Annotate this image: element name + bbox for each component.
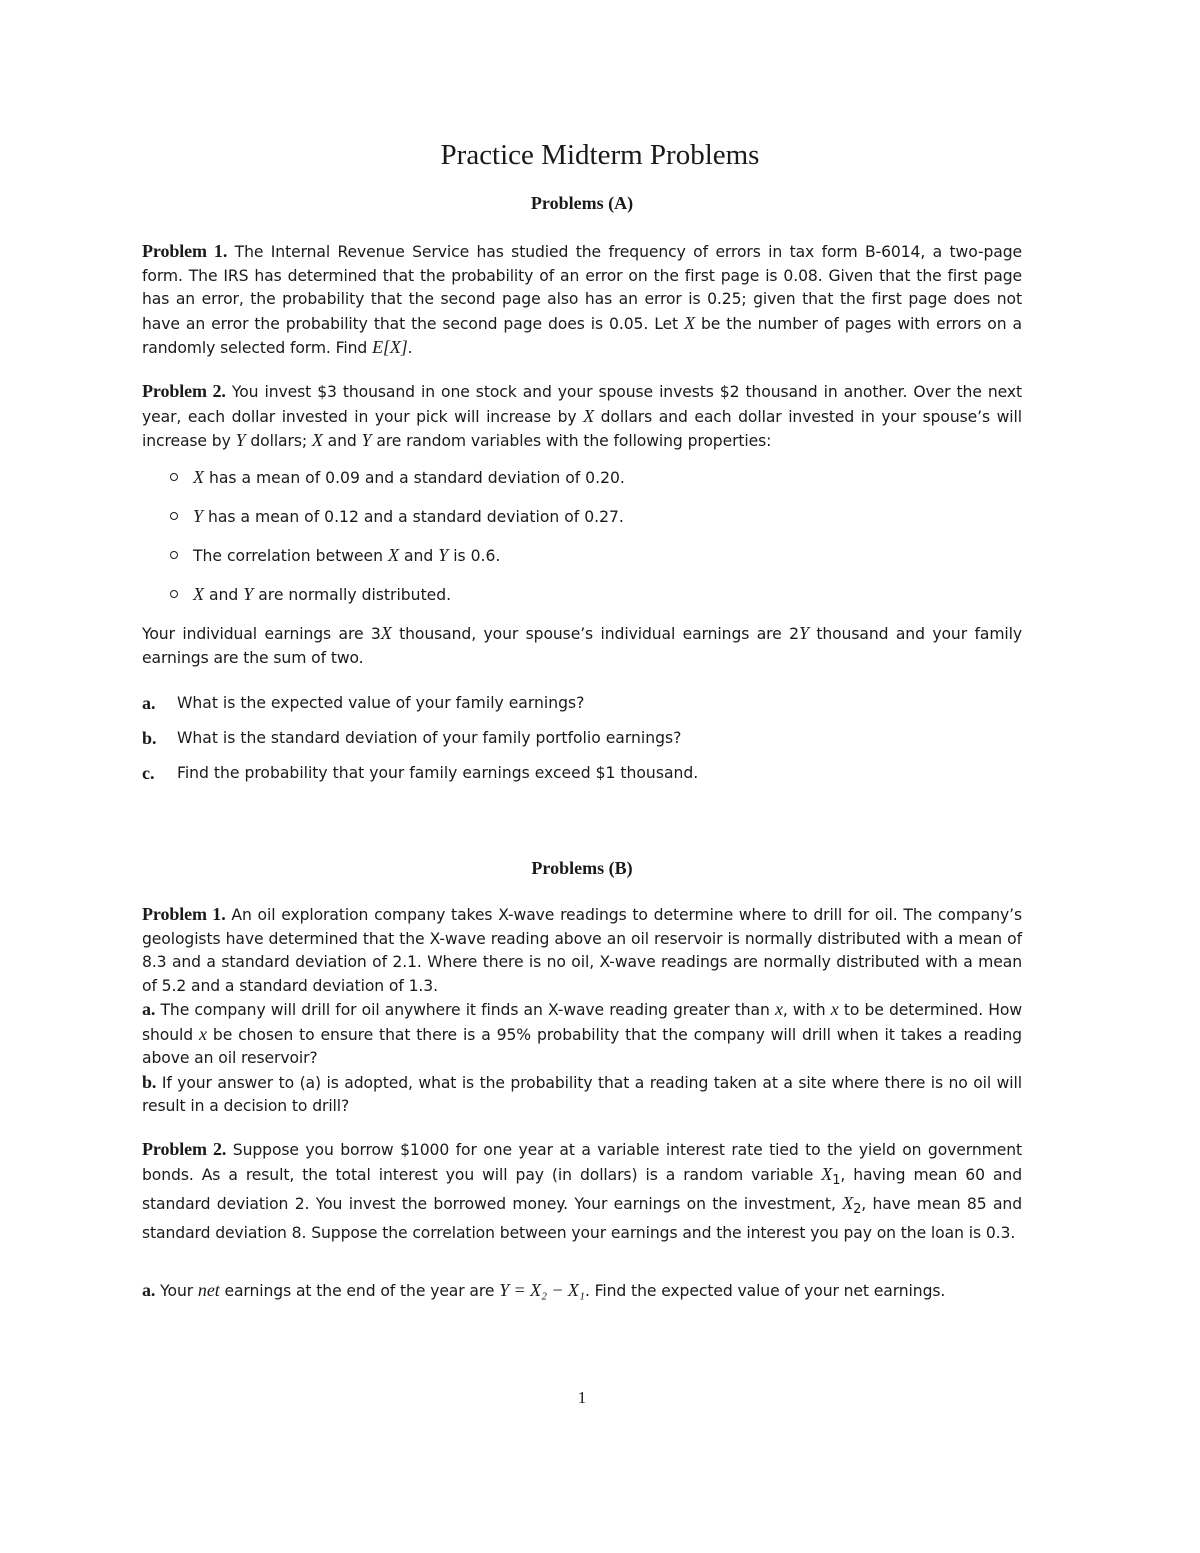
problem-a2-var-y: Y — [235, 430, 246, 450]
problem-a2-var-y2: Y — [361, 430, 372, 450]
problem-a1-text-2: be the number of pages with errors on a randomly selected form. Find — [142, 314, 1023, 357]
circle-bullet-icon — [170, 473, 178, 481]
circle-bullet-icon — [170, 551, 178, 559]
list-item: The correlation between X and Y is 0.6. — [170, 544, 1010, 583]
section-a-heading: Problems (A) — [530, 193, 634, 213]
problem-a2-text-3: dollars; — [245, 432, 312, 450]
problem-a2-text-2: dollars and each dollar invested in your spouse’s will increase by — [142, 407, 1022, 450]
problem-b1: Problem 1. An oil exploration company takes X-wave readings to determine where to drill for oil. The company’s geologists have determined that the X-wave reading above an oil reservoir is normally distributed with a mean of 8.3 and a standard deviation of 2.1. Where there is no oil, X-wave readings are normally distributed with a mean of 5.2 and a standard deviation of 1.3. a. The company will drill for oil anywhere it finds an X-wave reading greater than x, with x to be determined. How should x be chosen to ensure that there is a 95% probability that the company will drill when it takes a reading above an oil reservoir? b. If your answer to (a) is adopted, what is the probability that a reading taken at a site where there is no oil will result in a decision to drill? — [142, 904, 1022, 1115]
problem-a1-text-3: . — [407, 339, 413, 357]
question-c-label: c. — [142, 763, 155, 783]
list-item — [142, 762, 1022, 797]
problem-a2-var-x2: X — [311, 430, 323, 450]
net-word: net — [197, 1280, 220, 1300]
circle-bullet-icon — [170, 512, 178, 520]
problem-a2-label: Problem 2. — [142, 381, 226, 401]
problem-a2-var-x: X — [583, 405, 595, 426]
problem-a1-expectation: E[X] — [372, 337, 408, 357]
problem-a2-text-4: and — [322, 432, 362, 450]
problem-b2-label: Problem 2. — [142, 1139, 227, 1159]
section-b-heading: Problems (B) — [531, 858, 633, 878]
bullet-4-var2: Y — [243, 584, 254, 604]
problem-a2-text-5: are random variables with the following properties: — [371, 432, 772, 450]
list-item — [142, 692, 1022, 727]
list-item: X and Y are normally distributed. — [170, 583, 1010, 622]
problem-b1-label: Problem 1. — [142, 904, 226, 924]
bullet-3-var: X — [387, 545, 399, 565]
problem-a2-text-1: You invest $3 thousand in one stock and your spouse invests $2 thousand in another. Over the next year, each dollar invested in your pick will increase by — [142, 383, 1022, 426]
problem-a2 — [142, 380, 1022, 454]
questions-list — [142, 692, 1022, 797]
bullet-4-var: X — [193, 584, 204, 604]
problem-a1 — [142, 240, 1022, 361]
problem-b2-part-a: a. Your net earnings at the end of the year are Y = X₂ − X₁. Find the expected value of your net earnings. — [142, 1280, 946, 1300]
problem-a1-text-1: The Internal Revenue Service has studied the frequency of errors in tax form B-6014, a two-page form. The IRS has determined that the probability of an error on the first page is 0.08. Given that the first page has an error, the probability that the second page also has an error is 0.25; given that the first page does not have an error the probability that the second page does is 0.05. Let — [142, 243, 1023, 333]
net-earnings-equation: Y = X₂ − X₁ — [499, 1280, 585, 1300]
problem-b2-part-a-label: a. — [142, 1280, 156, 1300]
earnings-var-x: X — [380, 623, 392, 643]
list-item: Y has a mean of 0.12 and a standard deviation of 0.27. — [170, 505, 1010, 544]
question-b-label: b. — [142, 728, 157, 748]
earnings-var-y: Y — [798, 623, 809, 643]
page-number: 1 — [577, 1388, 587, 1407]
question-a-label: a. — [142, 693, 156, 713]
question-c-text: Find the probability that your family earnings exceed $1 thousand. — [177, 764, 699, 782]
properties-list — [170, 466, 1010, 622]
problem-b1-part-b-label: b. — [142, 1071, 157, 1092]
earnings-paragraph: Your individual earnings are 3X thousand, your spouse’s individual earnings are 2Y thousand and your family earnings are the sum of two. — [142, 623, 1022, 667]
problem-b2: Problem 2. Suppose you borrow $1000 for one year at a variable interest rate tied to the yield on government bonds. As a result, the total interest you will pay (in dollars) is a random variable $X_1$, having mean 60 and standard deviation 2. You invest the borrowed money. Your earnings on the investment, $X_2$, have mean 85 and standard deviation 8. Suppose the correlation between your earnings and the interest you pay on the loan is 0.3. — [142, 1139, 1023, 1242]
bullet-2-var: Y — [193, 506, 204, 526]
circle-bullet-icon — [170, 590, 178, 598]
list-item: X has a mean of 0.09 and a standard deviation of 0.20. — [170, 466, 1010, 505]
problem-b1-part-a-label: a. — [142, 999, 156, 1019]
question-a-text: What is the expected value of your family earnings? — [177, 694, 585, 712]
question-b-text: What is the standard deviation of your family portfolio earnings? — [177, 729, 682, 747]
list-item — [142, 727, 1022, 762]
bullet-3-var2: Y — [438, 545, 449, 565]
problem-a1-label: Problem 1. — [142, 241, 228, 261]
bullet-1-var: X — [193, 467, 204, 487]
page-title: Practice Midterm Problems — [440, 139, 760, 171]
problem-a1-var-x: X — [684, 312, 695, 333]
